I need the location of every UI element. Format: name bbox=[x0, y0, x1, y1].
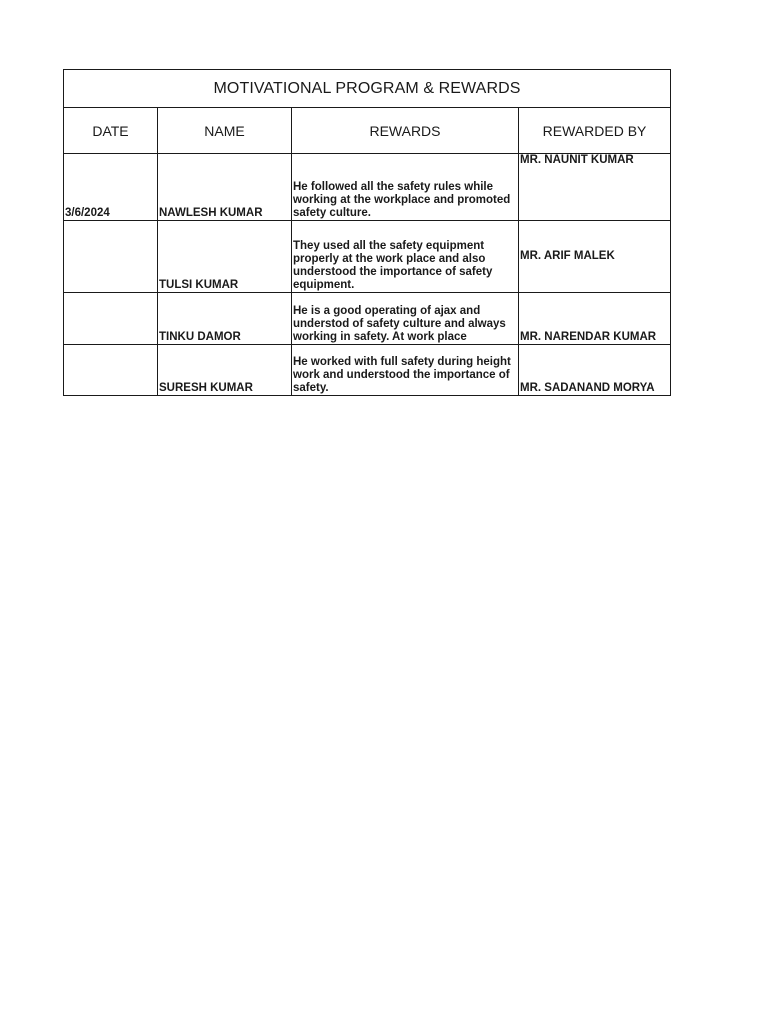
table-row bbox=[64, 345, 671, 396]
row-date bbox=[64, 221, 158, 293]
row-rewarded-by: MR. NAUNIT KUMAR bbox=[519, 154, 671, 221]
rewards-table bbox=[63, 69, 671, 396]
row-date bbox=[64, 293, 158, 345]
header-date: DATE bbox=[64, 108, 158, 154]
row-name: SURESH KUMAR bbox=[158, 345, 292, 396]
row-rewarded-by: MR. NARENDAR KUMAR bbox=[519, 293, 671, 345]
header-rewarded-by: REWARDED BY bbox=[519, 108, 671, 154]
row-reward: He is a good operating of ajax and understod of safety culture and always working in safety. At work place bbox=[292, 293, 519, 345]
row-rewarded-by: MR. ARIF MALEK bbox=[519, 221, 671, 293]
header-row bbox=[64, 108, 671, 154]
table-row bbox=[64, 221, 671, 293]
row-name: NAWLESH KUMAR bbox=[158, 154, 292, 221]
table-title: MOTIVATIONAL PROGRAM & REWARDS bbox=[64, 70, 671, 108]
row-name: TULSI KUMAR bbox=[158, 221, 292, 293]
row-rewarded-by: MR. SADANAND MORYA bbox=[519, 345, 671, 396]
row-name: TINKU DAMOR bbox=[158, 293, 292, 345]
row-reward: They used all the safety equipment properly at the work place and also understood the importance of safety equipment. bbox=[292, 221, 519, 293]
row-reward: He worked with full safety during height work and understood the importance of safety. bbox=[292, 345, 519, 396]
row-reward: He followed all the safety rules while working at the workplace and promoted safety culture. bbox=[292, 154, 519, 221]
row-date: 3/6/2024 bbox=[64, 154, 158, 221]
title-row bbox=[64, 70, 671, 108]
table-row bbox=[64, 154, 671, 221]
header-name: NAME bbox=[158, 108, 292, 154]
table-row bbox=[64, 293, 671, 345]
row-date bbox=[64, 345, 158, 396]
header-rewards: REWARDS bbox=[292, 108, 519, 154]
